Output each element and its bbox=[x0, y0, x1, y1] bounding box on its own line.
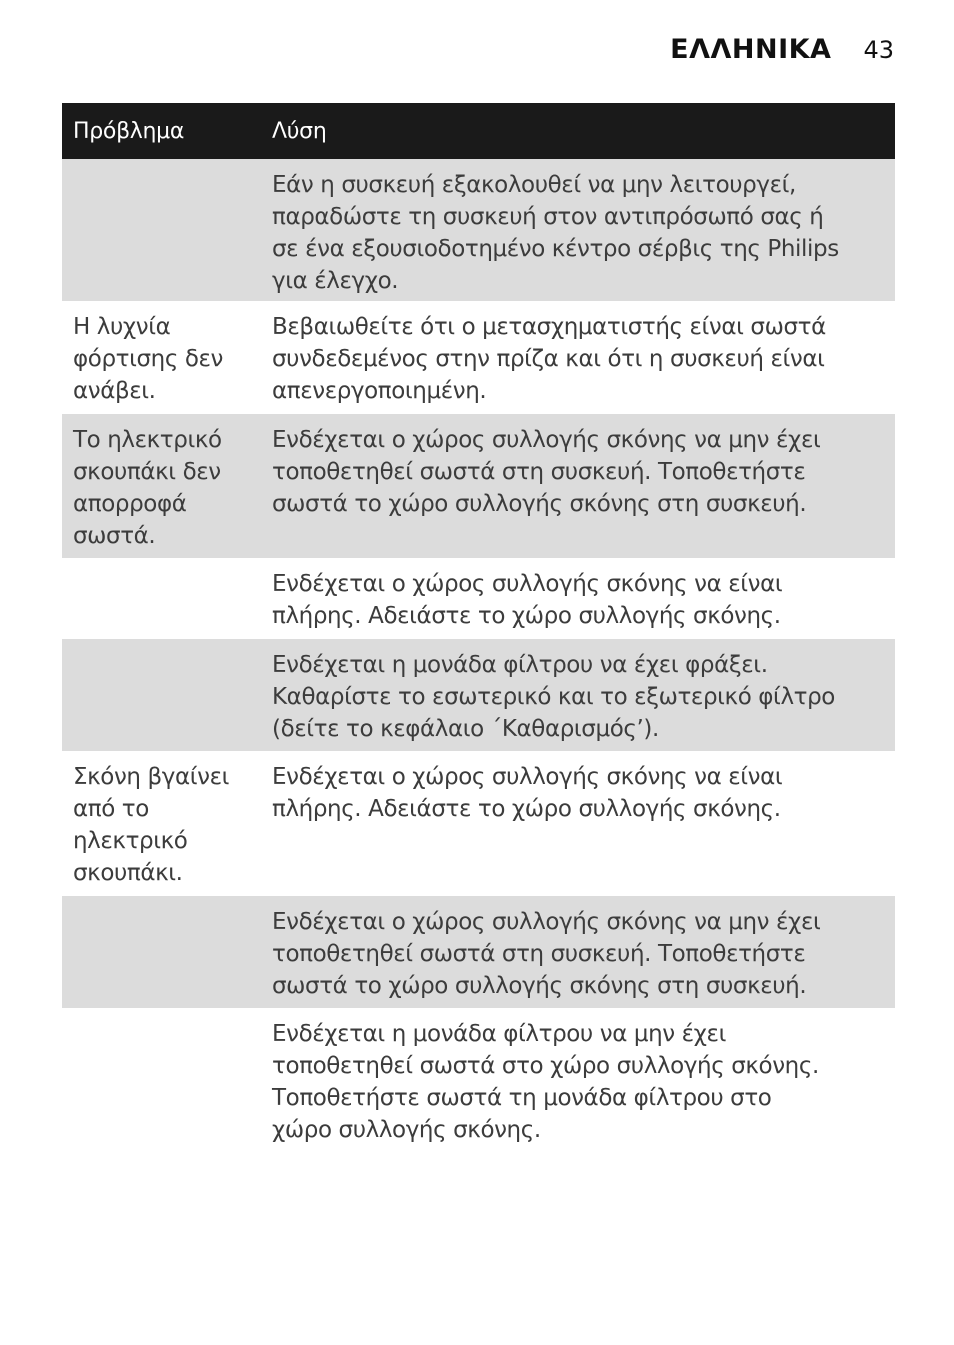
solution-cell: Ενδέχεται η μονάδα φίλτρου να μην έχει τοποθετηθεί σωστά στο χώρο συλλογής σκόνης. Τοποθετήστε σωστά τη μονάδα φίλτρου στο χώρο συλλογής σκόνης. bbox=[272, 1021, 819, 1143]
table-row bbox=[62, 751, 895, 896]
table-header bbox=[62, 103, 895, 159]
table-row bbox=[62, 301, 895, 414]
solution-cell: Εάν η συσκευή εξακολουθεί να μην λειτουργεί, παραδώστε τη συσκευή στον αντιπρόσωπό σας ή σε ένα εξουσιοδοτημένο κέντρο σέρβις της Philips για έλεγχο. bbox=[272, 172, 839, 294]
troubleshooting-table bbox=[62, 103, 895, 1153]
problem-cell: Το ηλεκτρικό σκουπάκι δεν απορροφά σωστά. bbox=[73, 427, 222, 549]
column-header-solution: Λύση bbox=[272, 118, 327, 144]
solution-cell: Ενδέχεται ο χώρος συλλογής σκόνης να είναι πλήρης. Αδειάστε το χώρο συλλογής σκόνης. bbox=[272, 571, 783, 629]
solution-cell: Ενδέχεται η μονάδα φίλτρου να έχει φράξει. Καθαρίστε το εσωτερικό και το εξωτερικό φίλτρο (δείτε το κεφάλαιο ΄Καθαρισμός’). bbox=[272, 652, 835, 742]
problem-cell: Η λυχνία φόρτισης δεν ανάβει. bbox=[73, 314, 223, 404]
page-number: 43 bbox=[863, 36, 894, 64]
table-row bbox=[62, 159, 895, 301]
language-title: ΕΛΛΗΝΙΚΑ bbox=[670, 34, 832, 65]
column-header-problem: Πρόβλημα bbox=[73, 118, 185, 144]
solution-cell: Ενδέχεται ο χώρος συλλογής σκόνης να μην έχει τοποθετηθεί σωστά στη συσκευή. Τοποθετήστε σωστά το χώρο συλλογής σκόνης στη συσκευή. bbox=[272, 427, 821, 517]
page-header bbox=[670, 34, 894, 65]
table-row bbox=[62, 639, 895, 751]
problem-cell: Σκόνη βγαίνει από το ηλεκτρικό σκουπάκι. bbox=[73, 764, 229, 886]
solution-cell: Βεβαιωθείτε ότι ο μετασχηματιστής είναι σωστά συνδεδεμένος στην πρίζα και ότι η συσκευή είναι απενεργοποιημένη. bbox=[272, 314, 826, 404]
solution-cell: Ενδέχεται ο χώρος συλλογής σκόνης να μην έχει τοποθετηθεί σωστά στη συσκευή. Τοποθετήστε σωστά το χώρο συλλογής σκόνης στη συσκευή. bbox=[272, 909, 821, 999]
table-row bbox=[62, 896, 895, 1008]
table-row bbox=[62, 414, 895, 558]
table-row bbox=[62, 1008, 895, 1153]
table-row bbox=[62, 558, 895, 639]
solution-cell: Ενδέχεται ο χώρος συλλογής σκόνης να είναι πλήρης. Αδειάστε το χώρο συλλογής σκόνης. bbox=[272, 764, 783, 822]
